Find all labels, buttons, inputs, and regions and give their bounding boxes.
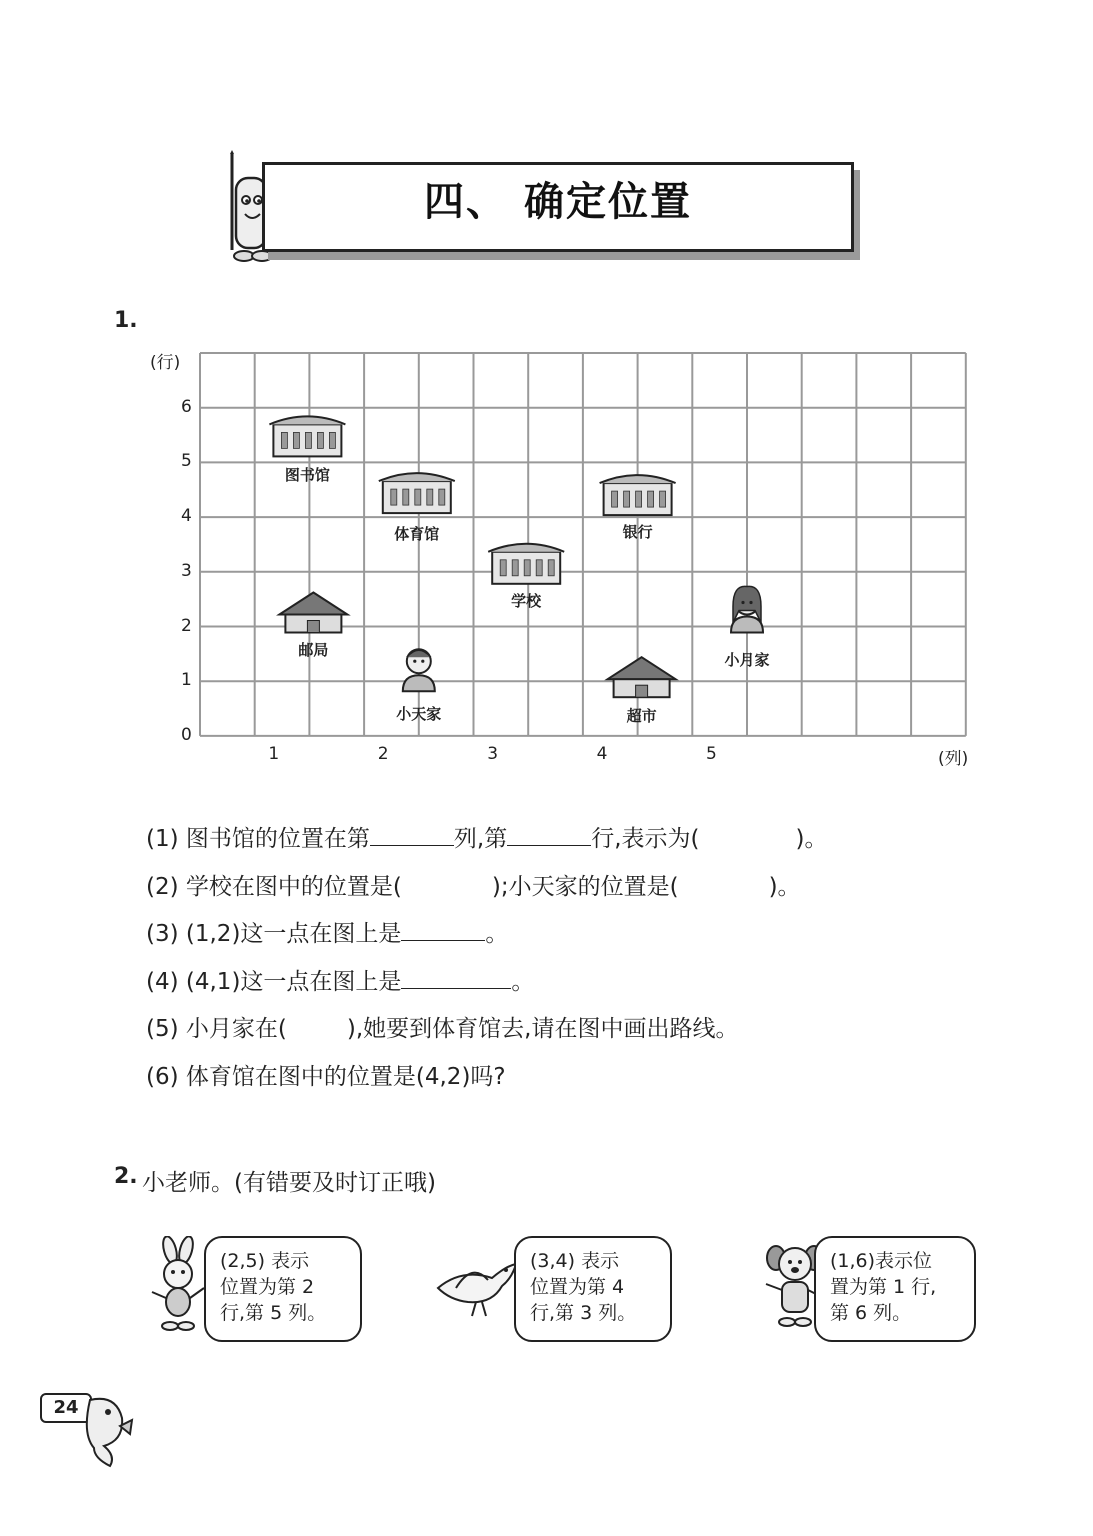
library-building-icon <box>269 416 345 456</box>
school-building-icon <box>488 544 564 584</box>
question-text: 。 <box>485 921 509 947</box>
x-tick-label: 2 <box>377 744 389 764</box>
y-tick-label: 0 <box>181 724 192 745</box>
x-tick-label: 5 <box>706 744 717 764</box>
question-1-number: 1. <box>114 308 138 333</box>
bubble-3-line-3: 第 6 列。 <box>830 1302 912 1324</box>
bubble-1-line-1: (2,5) 表示 <box>220 1250 310 1272</box>
boy-portrait-icon <box>403 649 435 691</box>
place-label: 体育馆 <box>394 525 440 544</box>
question-id: (2) <box>146 873 186 900</box>
stadium-building-icon <box>379 473 455 513</box>
place-label: 银行 <box>622 523 653 542</box>
bubble-2-line-1: (3,4) 表示 <box>530 1250 620 1272</box>
y-tick-label: 2 <box>181 615 192 636</box>
question-id: (1) <box>146 826 186 852</box>
question-text: )。 <box>795 826 828 852</box>
question-text: 图书馆的位置在第 <box>185 826 370 852</box>
girl-portrait-icon <box>731 586 763 632</box>
page-title: 四、 确定位置 <box>424 179 692 225</box>
fish-mascot-icon <box>80 1390 136 1470</box>
question-1-item <box>146 820 827 853</box>
question-text: (4,1)这一点在图上是 <box>185 968 402 995</box>
question-id: (6) <box>146 1063 186 1090</box>
bubble-2 <box>514 1236 672 1342</box>
question-text: 学校在图中的位置是( <box>185 873 402 900</box>
y-tick-label: 6 <box>181 396 192 417</box>
x-tick-label: 4 <box>596 744 608 764</box>
question-text: 小月家在( <box>185 1016 287 1042</box>
answer-blank[interactable] <box>401 918 485 941</box>
question-id: (4) <box>146 968 186 995</box>
question-1-item <box>146 868 801 901</box>
place-label: 邮局 <box>298 640 329 659</box>
question-1-item <box>146 1010 738 1043</box>
question-text: 。 <box>511 968 535 995</box>
bird-icon <box>432 1248 522 1320</box>
answer-blank[interactable] <box>370 823 454 846</box>
question-2-number: 2. <box>114 1164 138 1189</box>
bubble-3-line-2: 置为第 1 行, <box>830 1276 937 1298</box>
question-text: 行,表示为( <box>591 826 700 852</box>
y-tick-label: 5 <box>181 451 192 472</box>
place-label: 小天家 <box>396 705 442 724</box>
post-office-house-icon <box>279 593 347 633</box>
answer-blank[interactable] <box>507 823 591 846</box>
question-1-item <box>146 1058 506 1091</box>
place-label: 超市 <box>626 707 657 726</box>
question-2-instruction: 小老师。(有错要及时订正哦) <box>142 1170 436 1196</box>
place-label: 图书馆 <box>284 466 330 485</box>
answer-blank[interactable] <box>401 966 511 989</box>
bubble-1-line-2: 位置为第 2 <box>220 1276 315 1298</box>
bubble-3-line-1: (1,6)表示位 <box>830 1250 933 1272</box>
question-text: (1,2)这一点在图上是 <box>185 921 402 947</box>
question-text: );小天家的位置是( <box>491 873 679 900</box>
bubble-2-line-2: 位置为第 4 <box>530 1276 625 1298</box>
x-axis-label: (列) <box>938 749 969 769</box>
bubble-3 <box>814 1236 976 1342</box>
bank-building-icon <box>600 475 676 515</box>
y-tick-label: 4 <box>181 506 192 527</box>
question-id: (3) <box>146 921 186 947</box>
question-id: (5) <box>146 1016 186 1042</box>
y-tick-label: 3 <box>181 560 192 581</box>
y-axis-label: (行) <box>150 353 181 373</box>
question-1-item <box>146 963 534 996</box>
question-text: ),她要到体育馆去,请在图中画出路线。 <box>346 1016 739 1042</box>
place-label: 学校 <box>511 591 542 610</box>
question-text: )。 <box>768 873 801 900</box>
bubble-2-line-3: 行,第 3 列。 <box>530 1302 637 1324</box>
question-1-item <box>146 915 508 948</box>
supermarket-building-icon <box>608 657 676 697</box>
question-text: 体育馆在图中的位置是(4,2)吗? <box>185 1063 506 1090</box>
x-tick-label: 1 <box>268 744 280 764</box>
x-tick-label: 3 <box>487 744 499 764</box>
question-text: 列,第 <box>453 826 508 852</box>
y-tick-label: 1 <box>181 670 192 691</box>
place-label: 小月家 <box>724 650 770 669</box>
page-number: 24 <box>40 1393 92 1423</box>
bubble-1 <box>204 1236 362 1342</box>
bubble-1-line-3: 行,第 5 列。 <box>220 1302 327 1324</box>
rabbit-icon <box>146 1236 210 1334</box>
